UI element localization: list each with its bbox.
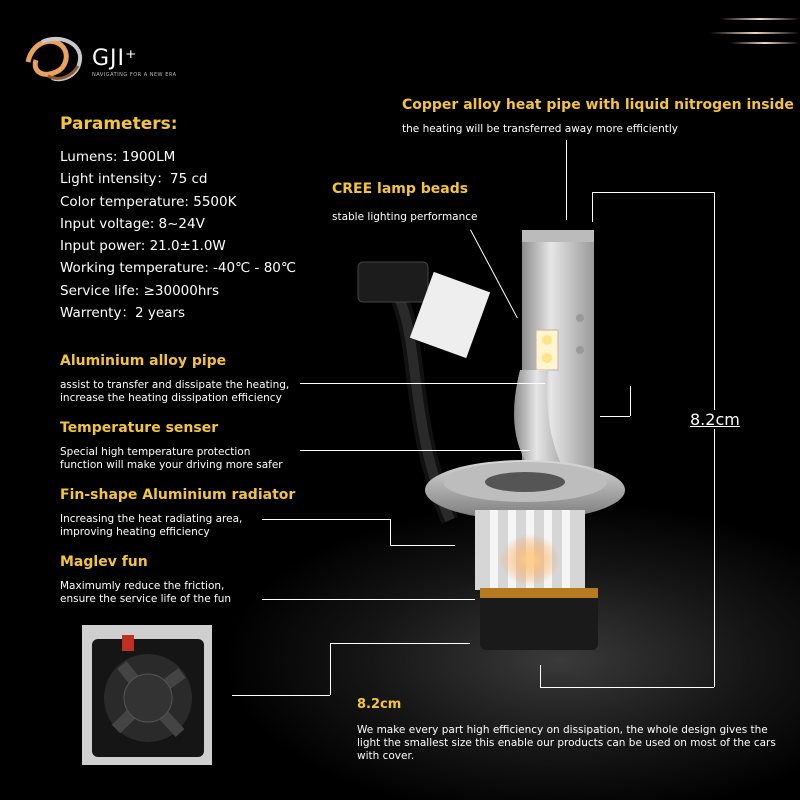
feature-pipe-desc: assist to transfer and dissipate the heating, increase the heating dissipation efficiency — [60, 379, 290, 404]
pointer-line-sensor — [300, 450, 530, 451]
width-dimension-label: 8.2cm — [357, 697, 402, 712]
feature-heatpipe-desc: the heating will be transferred away more efficiently — [402, 123, 678, 135]
param-warranty: Warrenty：2 years — [60, 305, 186, 322]
brand-logo-icon — [22, 32, 88, 88]
feature-pipe-title: Aluminium alloy pipe — [60, 353, 227, 369]
dim-height-top-tick — [592, 192, 593, 222]
feature-radiator-title: Fin-shape Aluminium radiator — [60, 487, 296, 503]
pointer-line-fan-photo-h — [330, 643, 470, 644]
feature-sensor-desc: Special high temperature protection function will make your driving more safer — [60, 446, 283, 471]
pointer-line-fan-photo — [232, 695, 330, 696]
light-streaks — [700, 14, 800, 44]
feature-heatpipe-title: Copper alloy heat pipe with liquid nitrogen inside — [402, 97, 794, 113]
param-color-temperature: Color temperature: 5500K — [60, 193, 237, 210]
bottom-description: We make every part high efficiency on dissipation, the whole design gives the light the smallest size this enable our products can be used on most of the cars with cover. — [357, 724, 776, 762]
feature-fan-title: Maglev fun — [60, 554, 148, 570]
dim-height-vertical — [714, 192, 715, 687]
brand-tagline: NAVIGATING FOR A NEW ERA — [92, 72, 177, 78]
feature-sensor-title: Temperature senser — [60, 420, 219, 436]
param-input-power: Input power: 21.0±1.0W — [60, 238, 226, 255]
pointer-line-radiator-h — [390, 545, 455, 546]
pointer-line-fan-photo-v — [330, 643, 331, 695]
feature-cree-title: CREE lamp beads — [332, 181, 469, 197]
pointer-line-pipe — [300, 383, 545, 384]
parameters-title: Parameters: — [60, 114, 178, 134]
parameters-list — [60, 146, 296, 324]
param-light-intensity: Light intensity：75 cd — [60, 171, 208, 188]
pointer-line-radiator-v — [390, 519, 391, 545]
param-input-voltage: Input voltage: 8~24V — [60, 215, 205, 232]
feature-cree-desc: stable lighting performance — [332, 211, 478, 223]
brand-name: GJI⁺ — [92, 46, 138, 71]
feature-fan-desc: Maximumly reduce the friction, ensure the service life of the fun — [60, 580, 232, 605]
pointer-line-cree-bracket-v — [630, 386, 631, 416]
param-service-life: Service life: ≥30000hrs — [60, 282, 219, 299]
param-lumens: Lumens: 1900LM — [60, 149, 176, 165]
led-bulb-illustration — [340, 220, 630, 660]
feature-radiator-desc: Increasing the heat radiating area, improving heating efficiency — [60, 513, 243, 538]
pointer-line-cree-bracket-h — [600, 416, 630, 417]
dim-height-bottom-tick — [540, 665, 541, 687]
height-dimension-label: 8.2cm — [690, 410, 740, 429]
fan-photo — [82, 625, 212, 765]
dim-height-bottom — [540, 687, 714, 688]
dim-height-top — [592, 192, 714, 193]
pointer-line-fan — [262, 599, 475, 600]
pointer-line-heatpipe — [566, 140, 567, 220]
pointer-line-radiator — [262, 519, 390, 520]
param-working-temperature: Working temperature: -40℃ - 80℃ — [60, 260, 297, 277]
